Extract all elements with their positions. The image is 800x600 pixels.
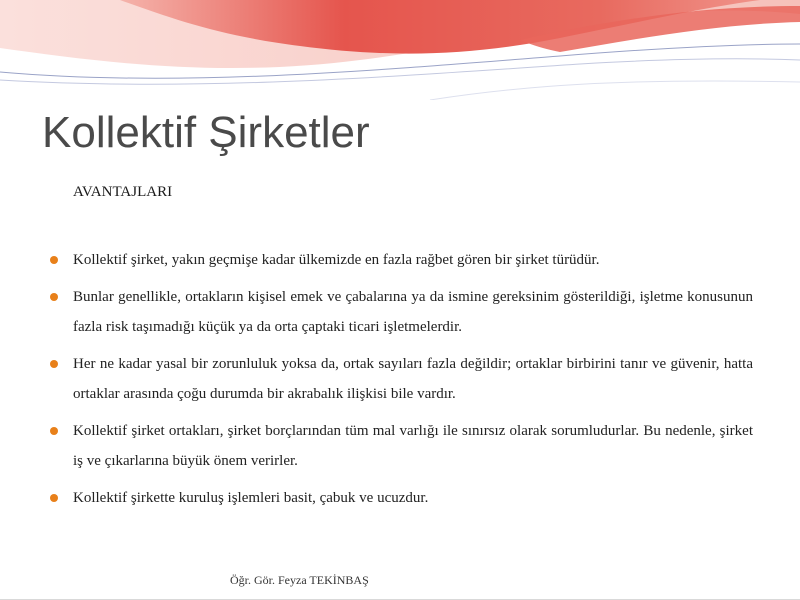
bullet-item	[48, 416, 753, 476]
bullet-item	[48, 245, 753, 275]
header-wave-decoration	[0, 0, 800, 100]
bullet-text: Kollektif şirket, yakın geçmişe kadar ülkemizde en fazla rağbet gören bir şirket türüdür.	[73, 252, 600, 268]
bullet-text: Her ne kadar yasal bir zorunluluk yoksa da, ortak sayıları fazla değildir; ortaklar birbirini tanır ve güvenir, hatta ortaklar arasında çoğu durumda bir akrabalık ilişkisi bile vardır.	[73, 356, 753, 402]
bullet-dot-icon	[50, 427, 58, 435]
slide-title: Kollektif Şirketler	[42, 108, 370, 157]
bullet-item	[48, 483, 753, 513]
footer-author: Öğr. Gör. Feyza TEKİNBAŞ	[230, 573, 369, 587]
section-heading: AVANTAJLARI	[73, 184, 173, 200]
bullet-text: Bunlar genellikle, ortakların kişisel emek ve çabalarına ya da ismine gereksinim gösterildiği, işletme konusunun fazla risk taşımadığı küçük ya da orta çaptaki ticari işletmelerdir.	[73, 289, 753, 335]
bullet-text: Kollektif şirket ortakları, şirket borçlarından tüm mal varlığı ile sınırsız olarak sorumludurlar. Bu nedenle, şirket iş ve çıkarlarına büyük önem verirler.	[73, 423, 753, 469]
bullet-dot-icon	[50, 256, 58, 264]
bullet-item	[48, 349, 753, 409]
bullet-dot-icon	[50, 494, 58, 502]
bullet-list	[48, 245, 753, 520]
bullet-item	[48, 282, 753, 342]
bullet-dot-icon	[50, 293, 58, 301]
bullet-dot-icon	[50, 360, 58, 368]
bullet-text: Kollektif şirkette kuruluş işlemleri basit, çabuk ve ucuzdur.	[73, 490, 429, 506]
